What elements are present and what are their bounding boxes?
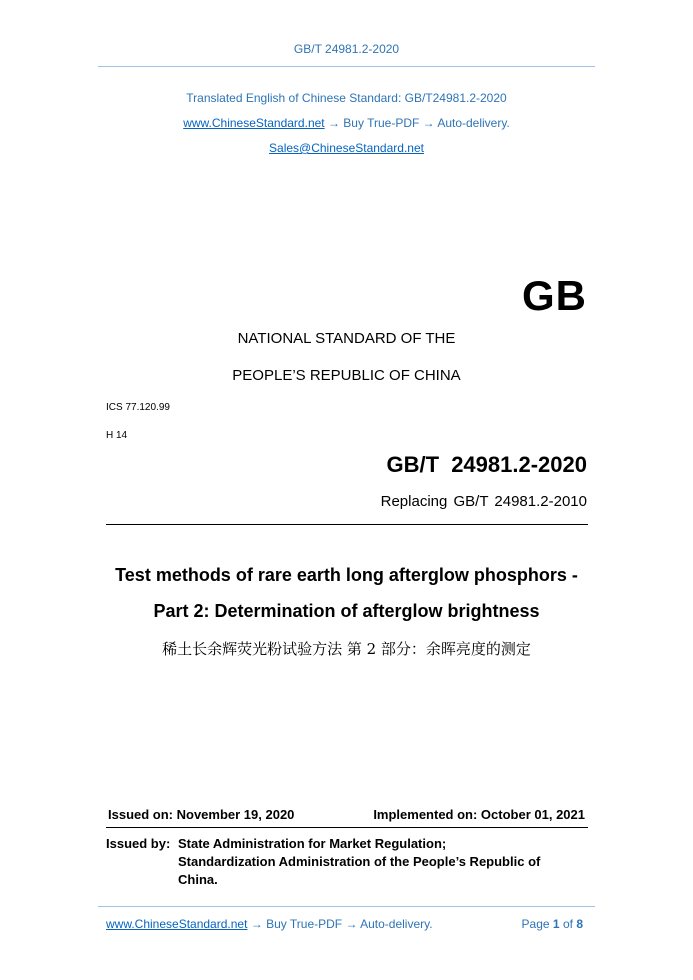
footer-buy-text: → Buy True-PDF → Auto-delivery. <box>247 917 433 931</box>
buy-text: → Buy True-PDF → Auto-delivery. <box>324 116 510 130</box>
gb-mark: GB <box>522 272 587 319</box>
page-current: 1 <box>552 917 560 931</box>
issued-by-label: Issued by: <box>106 836 171 851</box>
issued-by-line1: State Administration for Market Regulation; <box>178 836 447 851</box>
footer-buy-line <box>106 917 433 931</box>
issued-divider <box>106 827 588 828</box>
email-link[interactable]: Sales@ChineseStandard.net <box>269 141 424 155</box>
page-indicator <box>522 917 583 931</box>
title-chinese: 稀土长余辉荧光粉试验方法 第 2 部分：余晖亮度的测定 <box>162 640 531 658</box>
ics-code: ICS 77.120.99 <box>106 402 170 413</box>
buy-line <box>0 116 693 130</box>
footer-site-link[interactable]: www.ChineseStandard.net <box>106 917 248 931</box>
title-english-line1: Test methods of rare earth long afterglow phosphors - <box>115 565 578 585</box>
issued-on: Issued on: November 19, 2020 <box>108 807 295 822</box>
translation-note: Translated English of Chinese Standard: GB/T24981.2-2020 <box>186 91 507 105</box>
issued-by-line2: Standardization Administration of the People’s Republic of <box>178 854 541 869</box>
of-label: of <box>562 917 573 931</box>
implemented-on: Implemented on: October 01, 2021 <box>373 807 585 822</box>
email-line <box>0 141 693 155</box>
replacing-note: Replacing GB/T 24981.2-2010 <box>380 493 587 510</box>
h-code: H 14 <box>106 430 128 441</box>
issued-by-line3: China. <box>178 872 218 887</box>
page-label: Page <box>521 917 550 931</box>
page-total: 8 <box>576 917 583 931</box>
national-standard-line1: NATIONAL STANDARD OF THE <box>237 330 456 347</box>
title-english-line2: Part 2: Determination of afterglow brightness <box>153 601 540 621</box>
header-title: GB/T 24981.2-2020 <box>293 42 400 56</box>
title-divider <box>106 524 588 525</box>
site-link[interactable]: www.ChineseStandard.net <box>183 116 325 130</box>
footer-divider <box>98 906 595 907</box>
standard-code: GB/T 24981.2-2020 <box>386 452 587 477</box>
national-standard-line2: PEOPLE’S REPUBLIC OF CHINA <box>232 367 461 384</box>
header-divider <box>98 66 595 67</box>
